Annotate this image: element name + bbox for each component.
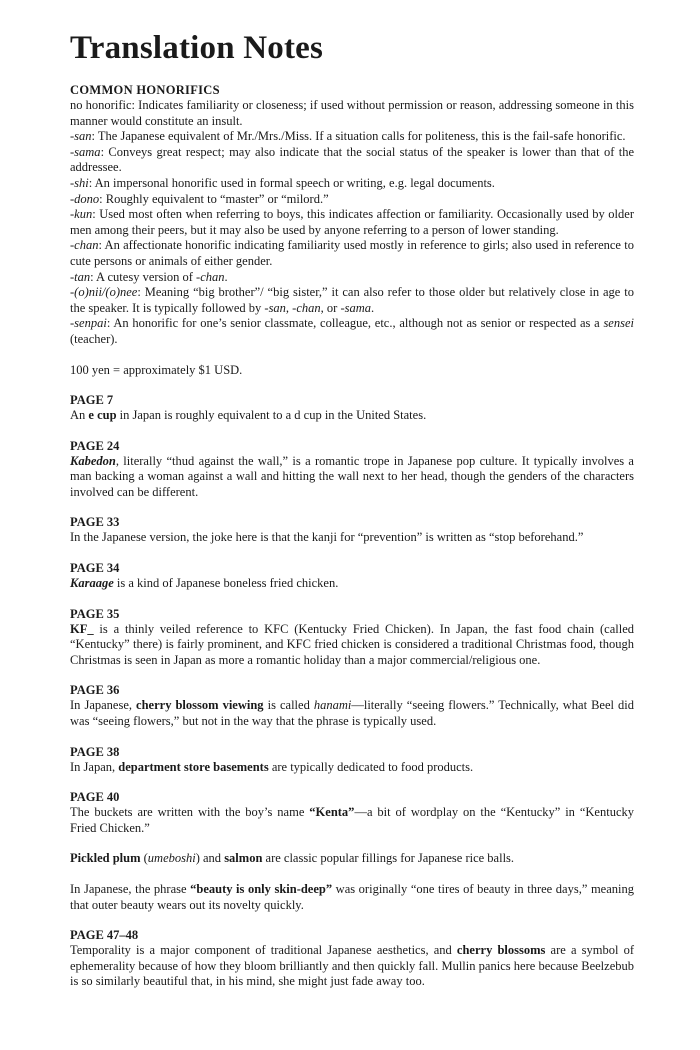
honorific-term: -san	[70, 129, 92, 144]
note-keyword: cherry blossoms	[456, 943, 546, 958]
note-page-7	[70, 393, 634, 424]
note-page-heading: PAGE 34	[70, 561, 120, 576]
honorific-entry	[70, 316, 634, 347]
note-text-segment: was originally “one tires of beauty in three days,” meaning that outer beauty wears out its novelty quickly.	[70, 882, 634, 912]
note-text	[70, 698, 634, 729]
note-keyword: “beauty is only skin-deep”	[190, 882, 333, 896]
translation-notes-page	[70, 28, 634, 990]
note-page-heading: PAGE 35	[70, 606, 120, 621]
note-text-segment: are typically dedicated to food products.	[268, 759, 474, 774]
honorific-tail: .	[224, 269, 228, 284]
note-text: In the Japanese version, the joke here is that the kanji for “prevention” is written as “stop beforehand.”	[70, 530, 584, 545]
note-page-40	[70, 790, 634, 913]
honorific-definition: : Meaning “big brother”/ “big sister,” it can also refer to those older but relatively close in age to the speaker. It is typically followed by	[70, 285, 634, 315]
note-text	[70, 805, 634, 836]
honorific-term: -sama	[70, 144, 101, 159]
note-text-segment: Temporality is a major component of traditional Japanese aesthetics, and	[70, 943, 457, 958]
note-keyword: salmon	[224, 851, 263, 866]
note-text-segment: In Japan,	[70, 759, 119, 774]
honorific-entry	[70, 207, 634, 238]
honorific-definition: : Indicates familiarity or closeness; if used without permission or reason, addressing someone in this manner would constitute an insult.	[70, 98, 634, 128]
note-text	[70, 576, 634, 592]
honorific-connector: or	[323, 300, 341, 315]
honorific-definition: : The Japanese equivalent of Mr./Mrs./Miss. If a situation calls for politeness, this is the fail-safe honorific.	[91, 129, 626, 144]
note-page-47-48	[70, 928, 634, 990]
honorific-term: -shi	[70, 175, 89, 190]
honorific-reference: sensei	[603, 316, 634, 331]
note-text-segment: is a thinly veiled reference to KFC (Kentucky Fried Chicken). In Japan, the fast food chain (called “Kentucky” there) is fairly prominent, and KFC fried chicken is considered a traditional Christmas food, though Christmas is seen in Japan as more a romantic holiday than a major commercial/religious one.	[70, 621, 634, 667]
note-text	[70, 622, 634, 669]
honorific-definition: : Roughly equivalent to “master” or “milord.”	[99, 191, 329, 206]
honorifics-list	[70, 98, 634, 348]
note-text	[70, 882, 634, 913]
honorific-definition: : An impersonal honorific used in formal speech or writing, e.g. legal documents.	[88, 175, 495, 190]
note-page-34	[70, 561, 634, 592]
note-keyword: e cup	[88, 408, 117, 423]
honorific-term: -senpai	[70, 316, 107, 331]
honorific-entry	[70, 285, 634, 316]
note-page-heading: PAGE 33	[70, 515, 120, 530]
honorific-term: -dono	[70, 191, 100, 206]
note-text	[70, 454, 634, 501]
note-text-segment: In Japanese, the phrase	[70, 882, 191, 896]
note-text-segment: are classic popular fillings for Japanese rice balls.	[262, 851, 515, 866]
honorific-definition: : Conveys great respect; may also indicate that the social status of the speaker is lower than that of the addressee.	[70, 144, 634, 175]
honorific-entry	[70, 192, 634, 208]
note-text-segment: in Japan is roughly equivalent to a d cup in the United States.	[116, 408, 427, 423]
note-text	[70, 943, 634, 990]
honorifics-heading: COMMON HONORIFICS	[70, 83, 220, 97]
honorific-definition: : Used most often when referring to boys, this indicates affection or familiarity. Occasionally used by older men among their peers, but it may also be used by anyone referring to a person of lower standing.	[70, 207, 634, 237]
note-text-segment: —a bit of wordplay on the “Kentucky” in “Kentucky Fried Chicken.”	[70, 805, 634, 835]
note-text-segment: In Japanese,	[70, 698, 137, 713]
honorific-definition: : An honorific for one’s senior classmate, colleague, etc., although not as senior or respected as a	[106, 316, 604, 331]
honorific-definition: : An affectionate honorific indicating familiarity used mostly in reference to girls; also used in reference to cute persons or animals of either gender.	[70, 238, 634, 268]
note-keyword: Kabedon	[70, 453, 116, 468]
note-page-heading: PAGE 36	[70, 683, 120, 698]
note-text-segment: —literally “seeing flowers.” Technically, what Beel did was “seeing flowers,” but not in the way that the phrase is typically used.	[70, 698, 634, 729]
honorific-entry	[70, 176, 634, 192]
honorific-reference: -sama	[340, 300, 372, 315]
note-keyword: cherry blossom viewing	[136, 698, 264, 713]
honorific-tail: .	[371, 300, 375, 315]
note-keyword: Pickled plum	[70, 851, 141, 866]
note-page-36	[70, 683, 634, 729]
note-text	[70, 760, 634, 776]
note-text-segment: The buckets are written with the boy’s name	[70, 805, 310, 820]
honorific-reference: -san, -chan,	[264, 300, 324, 315]
honorific-entry	[70, 145, 634, 176]
note-keyword: department store basements	[118, 759, 269, 774]
note-page-24	[70, 439, 634, 501]
honorific-term: -(o)nii/(o)nee	[70, 285, 138, 300]
honorific-reference: -chan	[196, 269, 225, 284]
note-term: umeboshi	[147, 851, 196, 866]
note-page-38	[70, 745, 634, 776]
note-term: hanami	[313, 698, 352, 713]
honorific-entry	[70, 238, 634, 269]
note-page-heading: PAGE 7	[70, 393, 114, 408]
note-text	[70, 408, 634, 424]
note-page-heading: PAGE 40	[70, 790, 120, 805]
note-text	[70, 851, 634, 867]
honorific-definition: : A cutesy version of	[90, 269, 197, 284]
currency-note: 100 yen = approximately $1 USD.	[70, 362, 243, 377]
note-page-35	[70, 607, 634, 669]
honorific-term: -tan	[70, 269, 91, 284]
honorific-term: -kun	[70, 207, 93, 222]
note-page-heading: PAGE 24	[70, 438, 120, 453]
note-page-heading: PAGE 38	[70, 744, 120, 759]
page-title: Translation Notes	[70, 30, 324, 66]
honorific-entry	[70, 270, 634, 286]
honorific-term: no honorific	[70, 98, 132, 112]
note-text-segment: An	[70, 408, 89, 423]
note-text-segment: (	[140, 851, 148, 866]
note-page-33	[70, 515, 634, 546]
honorific-tail: (teacher).	[70, 331, 118, 346]
note-keyword: Karaage	[70, 576, 114, 591]
note-text-segment: , literally “thud against the wall,” is a romantic trope in Japanese pop culture. It typically involves a man backing a woman against a wall and hitting the wall next to her head, though the genders of the characters involved can be different.	[70, 453, 634, 499]
note-page-heading: PAGE 47–48	[70, 928, 139, 943]
note-text-segment: is a kind of Japanese boneless fried chicken.	[113, 576, 339, 591]
honorific-term: -chan	[70, 238, 99, 253]
honorific-entry	[70, 129, 634, 145]
note-text-segment: ) and	[195, 851, 225, 866]
note-text-segment: are a symbol of ephemerality because of how they bloom brilliantly and then quickly fall. Mullin panics here because Beelzebub is so similarly beautiful that, in his mind, she might just fade away too.	[70, 943, 635, 989]
note-text-segment: is called	[263, 698, 314, 713]
honorific-entry	[70, 98, 634, 129]
note-keyword: KF_	[70, 621, 94, 636]
note-keyword: “Kenta”	[309, 805, 355, 820]
